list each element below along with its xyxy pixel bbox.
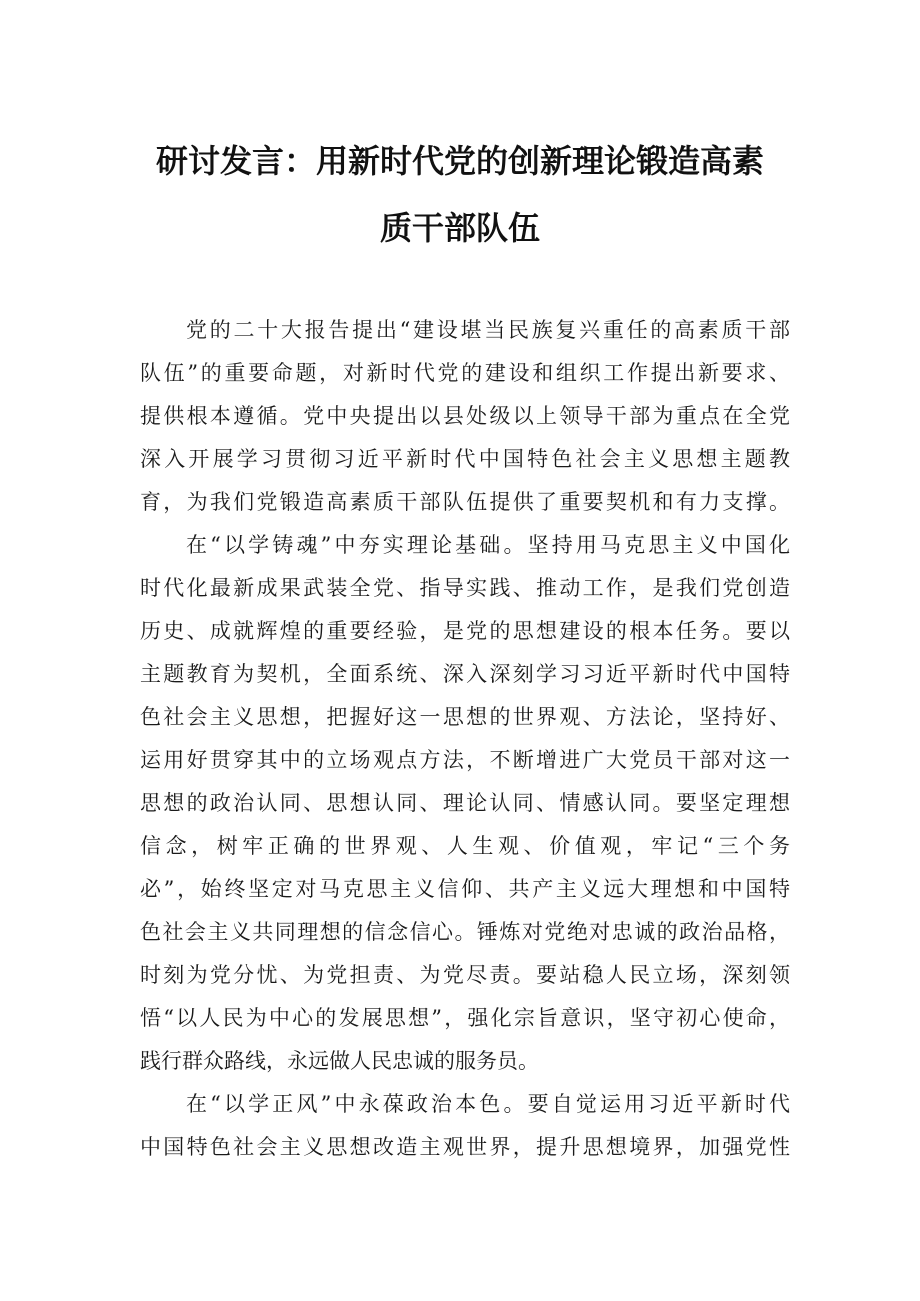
- paragraph-1-line-4: 深入开展学习贯彻习近平新时代中国特色社会主义思想主题教: [140, 447, 790, 471]
- paragraph-1-line-3: 提供根本遵循。党中央提出以县处级以上领导干部为重点在全党: [140, 404, 790, 428]
- document-title-line-2: 质干部队伍: [379, 209, 540, 247]
- paragraph-2-line-3: 历史、成就辉煌的重要经验，是党的思想建设的根本任务。要以: [140, 619, 790, 643]
- paragraph-1-line-2: 队伍”的重要命题，对新时代党的建设和组织工作提出新要求、: [140, 361, 790, 385]
- paragraph-2-line-4: 主题教育为契机，全面系统、深入深刻学习习近平新时代中国特: [140, 662, 790, 686]
- paragraph-2-line-10: 色社会主义共同理想的信念信心。锤炼对党绝对忠诚的政治品格，: [140, 920, 790, 944]
- paragraph-2-line-2: 时代化最新成果武装全党、指导实践、推动工作，是我们党创造: [140, 576, 790, 600]
- paragraph-2-line-12: 悟“以人民为中心的发展思想”，强化宗旨意识，坚守初心使命，: [140, 1006, 790, 1030]
- paragraph-2-line-6: 运用好贯穿其中的立场观点方法，不断增进广大党员干部对这一: [140, 748, 790, 772]
- paragraph-1-line-5: 育，为我们党锻造高素质干部队伍提供了重要契机和有力支撑。: [140, 490, 790, 514]
- paragraph-2-line-8: 信念，树牢正确的世界观、人生观、价值观，牢记“三个务: [140, 834, 790, 858]
- paragraph-2-line-9: 必”，始终坚定对马克思主义信仰、共产主义远大理想和中国特: [140, 877, 790, 901]
- paragraph-3-line-1: 在“以学正风”中永葆政治本色。要自觉运用习近平新时代: [186, 1092, 790, 1116]
- paragraph-2-line-7: 思想的政治认同、思想认同、理论认同、情感认同。要坚定理想: [140, 791, 790, 815]
- paragraph-2-line-11: 时刻为党分忧、为党担责、为党尽责。要站稳人民立场，深刻领: [140, 963, 790, 987]
- paragraph-3-line-2: 中国特色社会主义思想改造主观世界，提升思想境界，加强党性: [140, 1135, 790, 1159]
- paragraph-2-line-13: 践行群众路线，永远做人民忠诚的服务员。: [140, 1049, 539, 1073]
- document-title-line-1: 研讨发言：用新时代党的创新理论锻造高素: [155, 142, 764, 180]
- paragraph-2-line-5: 色社会主义思想，把握好这一思想的世界观、方法论，坚持好、: [140, 705, 790, 729]
- paragraph-2-line-1: 在“以学铸魂”中夯实理论基础。坚持用马克思主义中国化: [186, 533, 790, 557]
- paragraph-1-line-1: 党的二十大报告提出“建设堪当民族复兴重任的高素质干部: [186, 318, 790, 342]
